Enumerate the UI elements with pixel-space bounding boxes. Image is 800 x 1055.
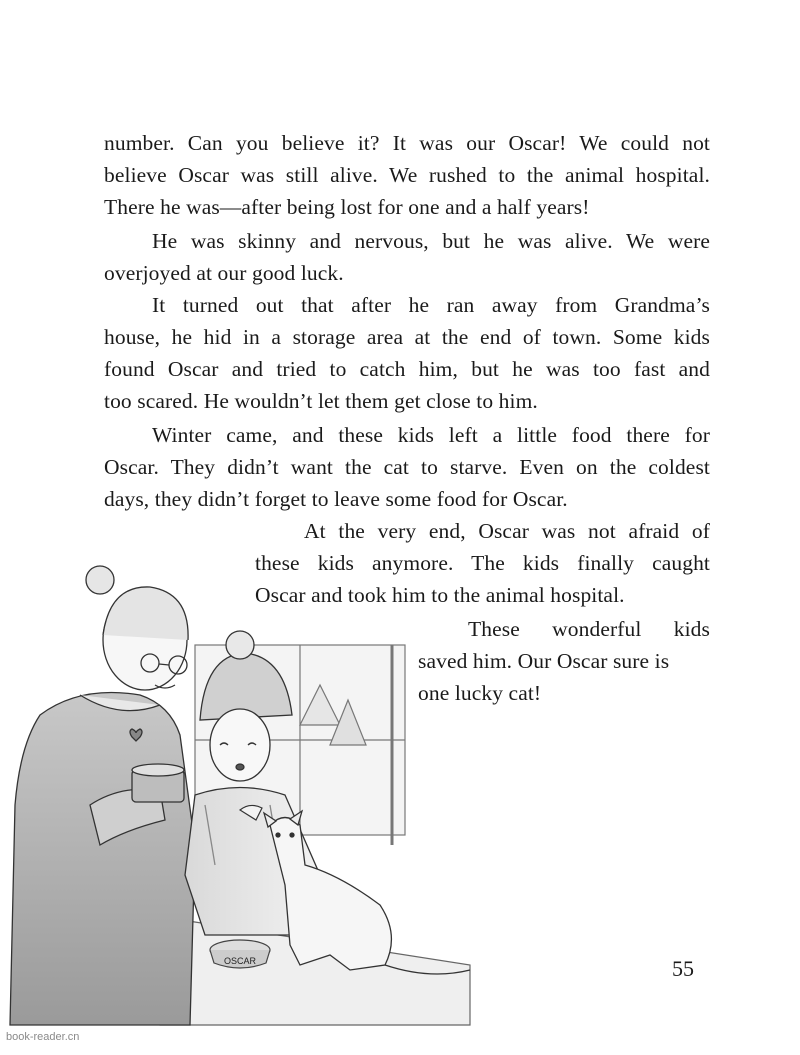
- grandma-girl-cat-illustration: [0, 545, 500, 1035]
- food-bowl: [210, 940, 270, 968]
- text-line-15: Oscar and took him to the animal hospital.: [255, 583, 625, 607]
- text-line-10: Winter came, and these kids left a little food there for: [152, 423, 710, 447]
- text-line-7: house, he hid in a storage area at the end of town. Some kids: [104, 325, 710, 349]
- text-line-18: one lucky cat!: [418, 681, 542, 705]
- text-line-3: There he was—after being lost for one and a half years!: [104, 195, 590, 219]
- text-line-2: believe Oscar was still alive. We rushed to the animal hospital.: [104, 163, 710, 187]
- text-line-5: overjoyed at our good luck.: [104, 261, 344, 285]
- page-number: 55: [672, 956, 694, 981]
- watermark: book-reader.cn: [6, 1031, 80, 1043]
- text-line-11: Oscar. They didn’t want the cat to starve. Even on the coldest: [104, 455, 710, 479]
- text-line-12: days, they didn’t forget to leave some food for Oscar.: [104, 487, 568, 511]
- bowl-label: OSCAR: [223, 956, 257, 966]
- text-line-8: found Oscar and tried to catch him, but he was too fast and: [104, 357, 710, 381]
- text-line-4: He was skinny and nervous, but he was alive. We were: [152, 229, 710, 253]
- text-line-16: These wonderful kids: [468, 617, 710, 641]
- text-line-13: At the very end, Oscar was not afraid of: [304, 519, 710, 543]
- text-line-9: too scared. He wouldn’t let them get close to him.: [104, 389, 538, 413]
- text-line-17: saved him. Our Oscar sure is: [418, 649, 670, 673]
- grandma-figure: [10, 566, 195, 1025]
- text-line-1: number. Can you believe it? It was our Oscar! We could not: [104, 131, 710, 155]
- text-line-14: these kids anymore. The kids finally caught: [255, 551, 710, 575]
- text-line-6: It turned out that after he ran away from Grandma’s: [152, 293, 710, 317]
